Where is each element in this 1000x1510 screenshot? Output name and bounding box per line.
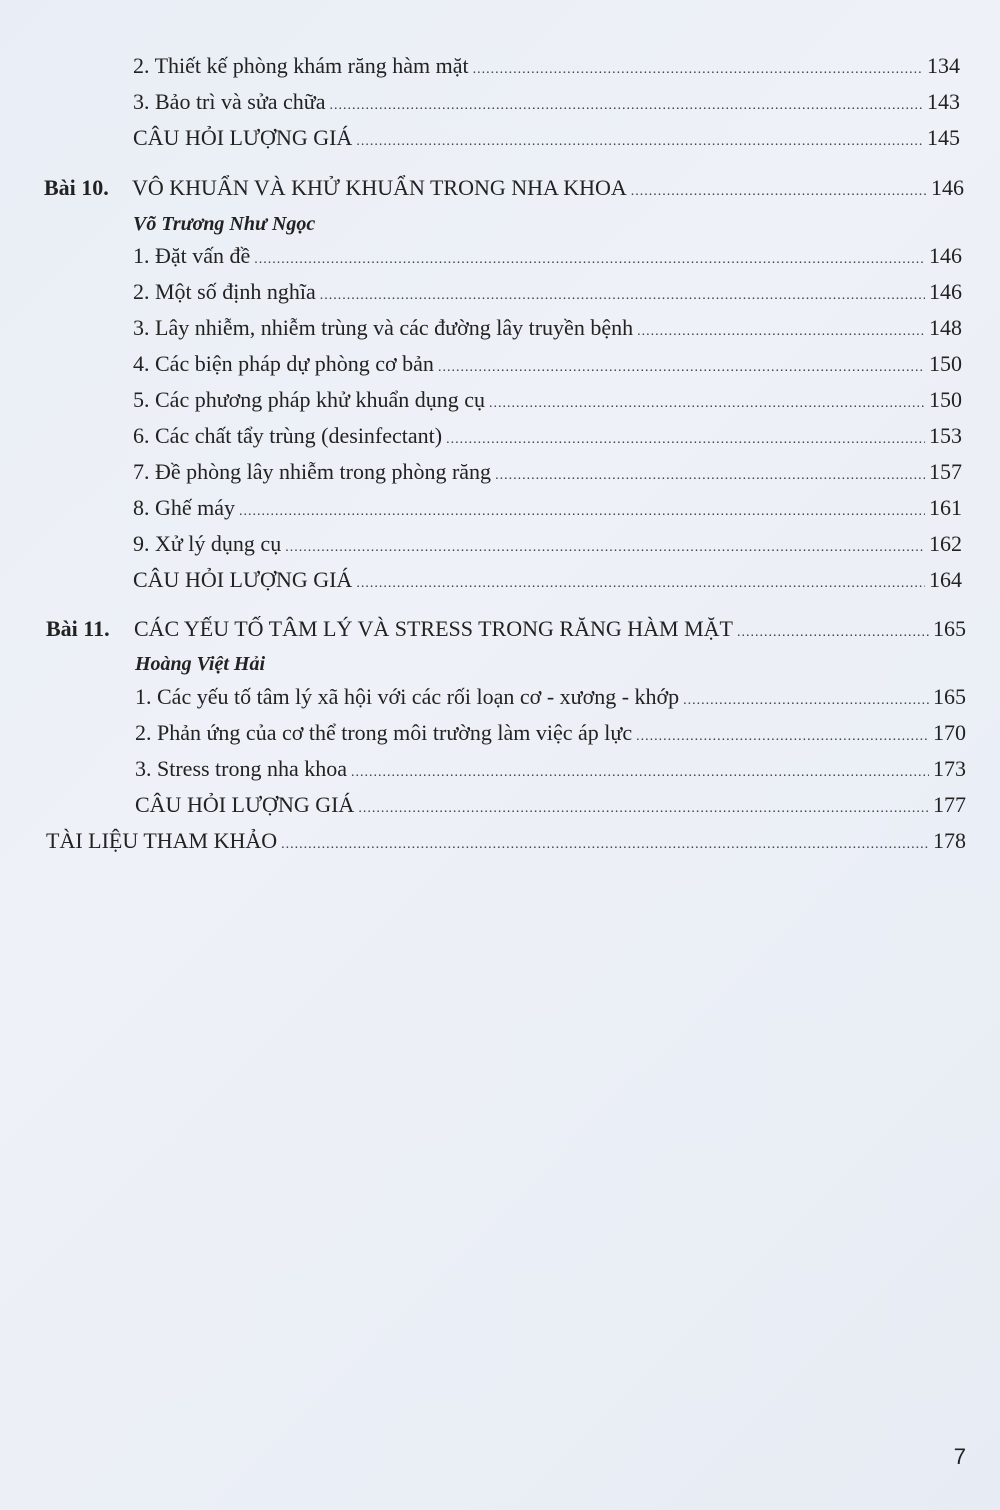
lesson-title: VÔ KHUẨN VÀ KHỬ KHUẨN TRONG NHA KHOA	[132, 175, 627, 200]
entry-title: 1. Đặt vấn đề	[133, 243, 251, 268]
toc-entry	[133, 88, 960, 120]
entry-title: 9. Xử lý dụng cụ	[133, 531, 282, 556]
entry-page: 143	[927, 89, 960, 114]
toc-entry	[135, 719, 966, 751]
lesson-label: Bài 11.	[46, 616, 110, 641]
entry-page: 164	[929, 567, 962, 592]
lesson-page: 165	[933, 616, 966, 641]
lesson-heading	[44, 174, 964, 206]
entry-page: 148	[929, 315, 962, 340]
entry-page: 150	[929, 387, 962, 412]
toc-entry	[135, 683, 966, 715]
entry-page: 170	[933, 720, 966, 745]
toc-entry	[133, 494, 962, 526]
entry-title: 1. Các yếu tố tâm lý xã hội với các rối loạn cơ - xương - khớp	[135, 684, 680, 709]
references-title: TÀI LIỆU THAM KHẢO	[46, 828, 278, 853]
toc-entry	[135, 791, 966, 823]
lesson-title: CÁC YẾU TỐ TÂM LÝ VÀ STRESS TRONG RĂNG HÀM MẶT	[134, 616, 733, 641]
toc-entry	[133, 124, 960, 156]
entry-title: 6. Các chất tẩy trùng (desinfectant)	[133, 423, 443, 448]
dot-leader	[438, 354, 925, 382]
entry-title: 8. Ghế máy	[133, 495, 236, 520]
entry-title: 3. Lây nhiễm, nhiễm trùng và các đường lây truyền bệnh	[133, 315, 634, 340]
lesson-heading	[46, 615, 966, 647]
toc-entry	[133, 242, 962, 274]
entry-title: 2. Phản ứng của cơ thể trong môi trường làm việc áp lực	[135, 720, 633, 745]
entry-page: 165	[933, 684, 966, 709]
dot-leader	[239, 498, 925, 526]
toc-entry	[135, 755, 966, 787]
lesson-label: Bài 10.	[44, 175, 109, 200]
entry-page: 150	[929, 351, 962, 376]
entry-page: 153	[929, 423, 962, 448]
entry-page: 161	[929, 495, 962, 520]
dot-leader	[356, 128, 923, 156]
dot-leader	[351, 759, 929, 787]
entry-title: 3. Stress trong nha khoa	[135, 756, 348, 781]
toc-entry	[133, 458, 962, 490]
toc-entry	[133, 350, 962, 382]
dot-leader	[446, 426, 925, 454]
entry-page: 162	[929, 531, 962, 556]
dot-leader	[358, 795, 929, 823]
dot-leader	[489, 390, 925, 418]
dot-leader	[636, 723, 929, 751]
dot-leader	[637, 318, 925, 346]
dot-leader	[285, 534, 925, 562]
entry-page: 146	[929, 243, 962, 268]
dot-leader	[254, 246, 925, 274]
entry-title: CÂU HỎI LƯỢNG GIÁ	[133, 567, 353, 592]
dot-leader	[631, 178, 927, 206]
toc-references	[46, 827, 966, 859]
toc-entry	[133, 386, 962, 418]
dot-leader	[281, 831, 929, 859]
entry-title: CÂU HỎI LƯỢNG GIÁ	[133, 125, 353, 150]
dot-leader	[473, 56, 923, 84]
entry-title: 3. Bảo trì và sửa chữa	[133, 89, 326, 114]
entry-page: 134	[927, 53, 960, 78]
entry-page: 145	[927, 125, 960, 150]
references-page: 178	[933, 828, 966, 853]
entry-page: 146	[929, 279, 962, 304]
toc-entry	[133, 422, 962, 454]
entry-title: 2. Thiết kế phòng khám răng hàm mặt	[133, 53, 469, 78]
toc-entry	[133, 278, 962, 310]
entry-page: 157	[929, 459, 962, 484]
entry-title: CÂU HỎI LƯỢNG GIÁ	[135, 792, 355, 817]
entry-title: 4. Các biện pháp dự phòng cơ bản	[133, 351, 434, 376]
dot-leader	[737, 619, 929, 647]
dot-leader	[356, 570, 925, 598]
toc-entry	[133, 566, 962, 598]
entry-page: 173	[933, 756, 966, 781]
entry-title: 7. Đề phòng lây nhiễm trong phòng răng	[133, 459, 492, 484]
dot-leader	[329, 92, 923, 120]
page-number: 7	[953, 1444, 966, 1469]
toc-entry	[133, 314, 962, 346]
entry-page: 177	[933, 792, 966, 817]
toc-entry	[133, 530, 962, 562]
lesson-author: Hoàng Việt Hải	[135, 653, 266, 675]
dot-leader	[320, 282, 925, 310]
dot-leader	[495, 462, 925, 490]
entry-title: 5. Các phương pháp khử khuẩn dụng cụ	[133, 387, 485, 412]
dot-leader	[683, 687, 929, 715]
entry-title: 2. Một số định nghĩa	[133, 279, 316, 304]
toc-entry	[133, 52, 960, 84]
lesson-page: 146	[931, 175, 964, 200]
lesson-author: Võ Trương Như Ngọc	[133, 213, 316, 235]
